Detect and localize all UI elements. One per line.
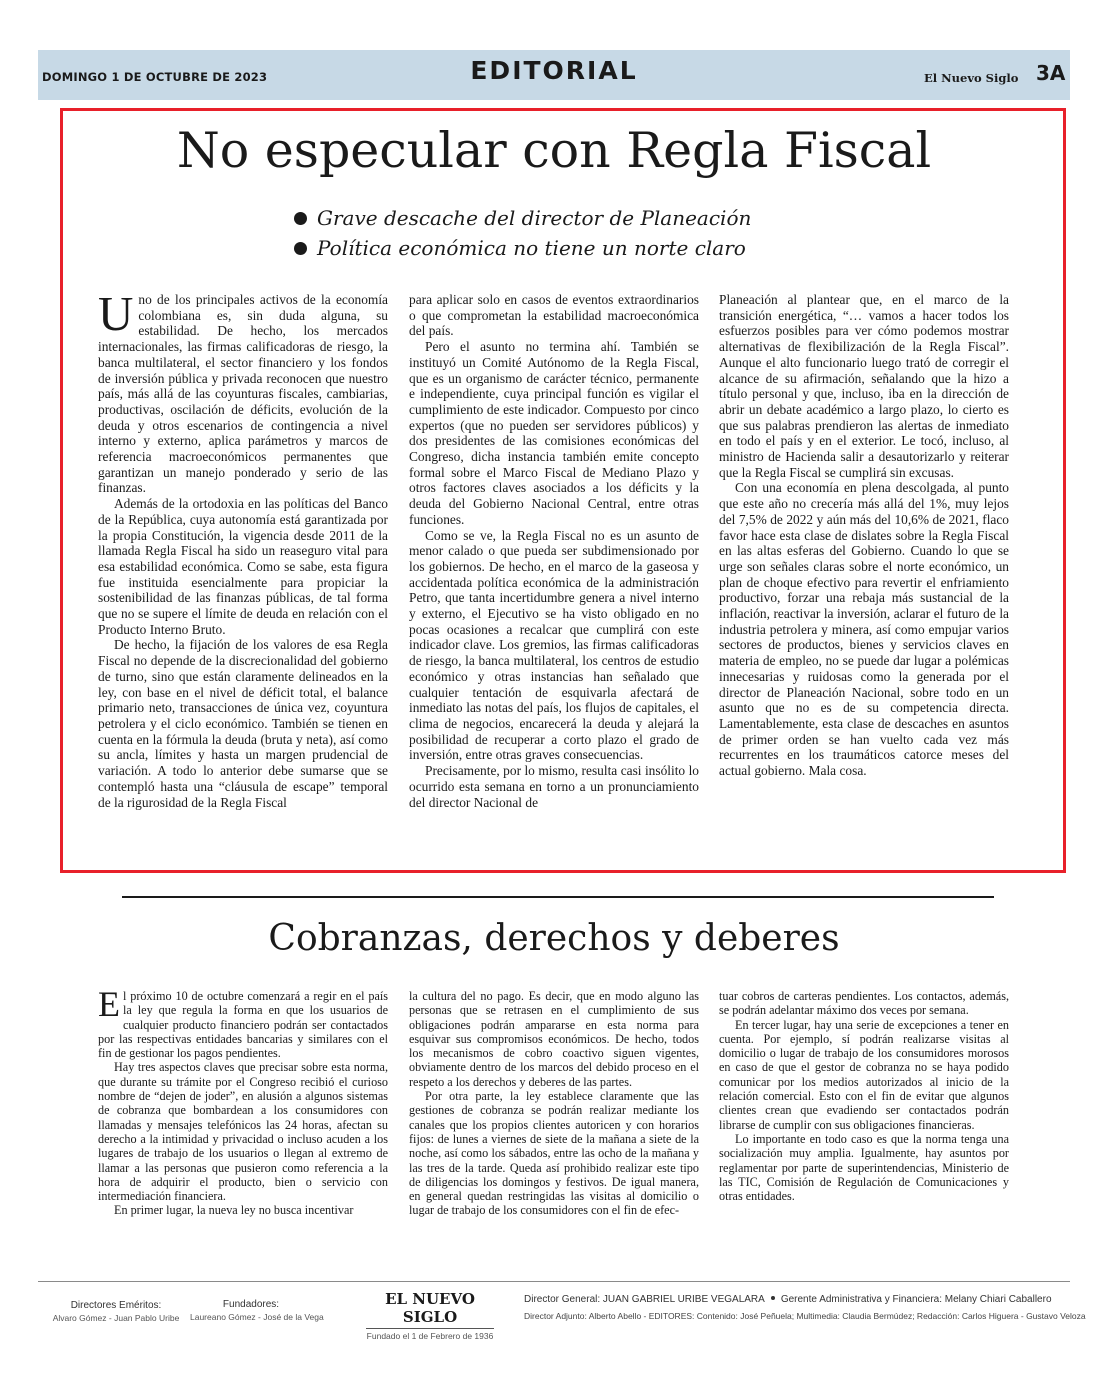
drop-cap: E [98,989,120,1024]
paragraph: Pero el asunto no termina ahí. También se instituyó un Comité Autónomo de la Regla Fiscal, que es un organismo de carácter técnico, permanente e independiente, cuya principal función es vigilar el cumplimiento de este indicador. Compuesto por cinco expertos (que no pueden ser servidores públicos) y dos presidentes de las comisiones económicas del Congreso, dicha instancia también emite concepto formal sobre el Marco Fiscal de Mediano Plazo y otros factores claves asociados a los déficits y la deuda del Gobierno Nacional Central, entre otras funciones. [409,339,699,527]
paragraph: Por otra parte, la ley establece claramente que las gestiones de cobranza se podrán realizar mediante los canales que los propios clientes autoricen y con horarios fijos: de lunes a viernes de siete de la mañana a siete de la noche, así como los sábados, entre las ocho de la mañana y las tres de la tarde. Queda así prohibido realizar este tipo de diligencias los domingos y festivos. De igual manera, en general quedan restringidas las visitas al domicilio o lugar de trabajo de los consumidores con el fin de efec- [409,1089,699,1218]
paragraph: Planeación al plantear que, en el marco de la transición energética, “… vamos a hacer todos los esfuerzos posibles para ver cómo podemos mostrar alternativas de flexibilización de la Regla Fiscal”. Aunque el alto funcionario luego trató de corregir el alcance de su afirmación, señalando que la hizo a título personal y que, incluso, iba en la dirección de abrir un debate académico a largo plazo, lo cierto es que sus palabras prendieron las alertas de inmediato en todo el país y en el exterior. Le tocó, incluso, al ministro de Hacienda salir a desautorizarlo y reiterar que la Regla Fiscal se cumplirá sin excusas. [719,292,1009,480]
paragraph: tuar cobros de carteras pendientes. Los contactos, además, se podrán adelantar máximo dos veces por semana. [719,989,1009,1018]
director-general: Director General: JUAN GABRIEL URIBE VEGALARA [524,1294,765,1305]
founders-label: Fundadores: [222,1299,280,1310]
newspaper-name: El Nuevo Siglo [924,71,1019,85]
editorial-1-summary [294,203,751,263]
section-divider [122,896,994,898]
footer-staff [524,1294,1086,1321]
editorial-1-title: No especular con Regla Fiscal [176,122,932,179]
founders-names: Laureano Gómez - José de la Vega [190,1312,324,1322]
editorial-2-title: Cobranzas, derechos y deberes [268,918,840,959]
editorial-2-column-3 [719,989,1009,1261]
page-number: 3A [1036,61,1066,85]
footer-rule [38,1281,1070,1282]
paragraph: Con una economía en plena descolgada, al punto que este año no crecería más allá del 1%, muy lejos del 7,5% de 2022 y aún más del 10,6% de 2021, flaco favor hace esta clase de dislates sobre la Regla Fiscal en las altas esferas del Gobierno. Cuando lo que se urge son señales claras sobre el norte económico, un plan de choque efectivo para revertir el enfriamiento productivo, forzar una rebaja más sustancial de la inflación, reactivar la inversión, aclarar el futuro de la industria petrolera y minera, así como empujar varios sectores de productos, bienes y servicios claves en materia de empleo, no se puede dar lugar a polémicas innecesarias y ruidosas como la generada por el director de Planeación Nacional, sobre todo en un asunto que no es de su competencia directa. Lamentablemente, esta clase de descaches en asuntos de primer orden se han vuelto cada vez más recurrentes en los traumáticos catorce meses del actual gobierno. Mala cosa. [719,480,1009,779]
paragraph: Como se ve, la Regla Fiscal no es un asunto de menor calado o que pueda ser subdimensionado por los gobiernos. De hecho, en el marco de la gaseosa y accidentada política económica de la administración Petro, que tanta incertidumbre genera a nivel interno y externo, el Ejecutivo se ha visto obligado en no pocas ocasiones a recalcar que cumplirá con este indicador clave. Los gremios, las firmas calificadoras de riesgo, la banca multilateral, los centros de estudio económico y otras instancias han señalado que cualquier tentación de esquivarla afectará de inmediato las notas del país, los flujos de capitales, el clima de negocios, encarecerá la deuda y alejará la posibilidad de recuperar a corto plazo el grado de inversión, entre otras graves consecuencias. [409,527,699,763]
paragraph: Hay tres aspectos claves que precisar sobre esta norma, que durante su trámite por el Congreso recibió el curioso nombre de “dejen de joder”, en alusión a algunos sistemas de cobranza que bombardean a los consumidores con llamadas y mensajes telefónicos las 24 horas, afectan su derecho a la intimidad y privacidad o incluso acuden a los lugares de trabajo de los usuarios o llegan al extremo de llamar a las personas que pusieron como referencia a la hora de adquirir el producto, bien o servicio con intermediación financiera. [98,1060,388,1204]
editorial-2-column-2 [409,989,699,1261]
founded-date: Fundado el 1 de Febrero de 1936 [366,1328,494,1341]
footer-brand: EL NUEVO SIGLO [385,1290,475,1326]
paragraph: En primer lugar, la nueva ley no busca incentivar [114,1203,354,1218]
emeritus-names: Alvaro Gómez - Juan Pablo Uribe [52,1313,180,1323]
summary-bullet: Grave descache del director de Planeación [294,203,751,233]
paragraph: Precisamente, por lo mismo, resulta casi insólito lo ocurrido esta semana en torno a un pronunciamiento del director Nacional de [409,763,699,810]
emeritus-label: Directores Eméritos: [70,1300,162,1311]
paragraph: Lo importante en todo caso es que la norma tenga una socialización muy amplia. Igualmente, hay asuntos por reglamentar por parte de superintendencias, Ministerio de las TIC, Comisión de Regulación de Comunicaciones y otras entidades. [719,1131,1009,1204]
section-title: EDITORIAL [470,56,638,85]
paragraph: El próximo 10 de octubre comenzará a regir en el país la ley que regula la forma en que los usuarios de cualquier producto financiero podrán ser contactados por las respectivas entidades bancarias y similares con el fin de gestionar los pagos pendientes. [98,989,388,1061]
footer-founders [190,1299,324,1322]
paragraph: la cultura del no pago. Es decir, que en modo alguno las personas que se retrasen en el cumplimiento de sus obligaciones podrán ampararse en esta norma para esquivar sus compromisos económicos. De hecho, todos los mecanismos de cobro coactivo siguen vigentes, obviamente dentro de los marcos del debido proceso en el respeto a los derechos y deberes de las partes. [409,989,699,1089]
header-date: DOMINGO 1 DE OCTUBRE DE 2023 [42,70,268,84]
bullet-dot-icon [771,1296,775,1300]
paragraph: Además de la ortodoxia en las políticas del Banco de la República, cuya autonomía está garantizada por la propia Constitución, la vigencia desde 2011 de la llamada Regla Fiscal ha sido un reaseguro vital para esa estabilidad económica. Como se sabe, esta figura fue instituida esencialmente para propiciar la sostenibilidad de las finanzas públicas, de tal forma que no se supere el límite de deuda en relación con el Producto Interno Bruto. [98,496,388,637]
editorial-2-column-1 [98,989,388,1261]
general-manager: Gerente Administrativa y Financiera: Melany Chiari Caballero [780,1294,1052,1305]
paragraph: De hecho, la fijación de los valores de esa Regla Fiscal no depende de la discrecionalidad del gobierno de turno, sino que están claramente delineados en la ley, con base en el nivel de déficit total, el balance primario neto, transacciones de única vez, coyuntura petrolera y el ciclo económico. También se tienen en cuenta en la fórmula la deuda (bruta y neta), así como su ancla, límites y hasta un margen prudencial de variación. A todo lo anterior debe sumarse que se contempló hasta una “cláusula de escape” temporal de la rigurosidad de la Regla Fiscal [98,637,388,810]
editorial-1-column-3 [719,292,1009,862]
paragraph: Uno de los principales activos de la economía colombiana es, sin duda alguna, su estabilidad. De hecho, los mercados internacionales, las firmas calificadoras de riesgo, la banca multilateral, el sector financiero y los fondos de inversión pública y privada reconocen que nuestro país, más allá de las coyunturas fiscales, cambiarias, productivas, oscilación de déficits, evolución de la deuda y otros escenarios de contingencia a nivel interno y externo, aplica parámetros y marcos de referencia macroeconómicos permanentes que garantizan un manejo ponderado y serio de las finanzas. [98,292,388,496]
footer-emeritus [50,1300,182,1323]
editorial-1-column-2 [409,292,699,862]
staff-credits: Director Adjunto: Alberto Abello - EDITORES: Contenido: José Peñuela; Multimedia: Claudia Bermúdez; Redacción: Carlos Higuera - Gustavo Veloza [524,1311,1086,1321]
paragraph: para aplicar solo en casos de eventos extraordinarios o que comprometan la estabilidad macroeconómica del país. [409,292,699,339]
drop-cap: U [98,292,134,341]
footer-directors [524,1294,1086,1305]
paragraph: En tercer lugar, hay una serie de excepciones a tener en cuenta. Por ejemplo, sí podrán realizarse visitas al domicilio o lugar de trabajo de los consumidores morosos en caso de que el gestor de cobranza no se haya podido comunicar por los medios autorizados al inicio de la relación comercial. Esto con el fin de evitar que algunos clientes crean que evadiendo ser contactados podrán librarse de cumplir con sus obligaciones financieras. [719,1017,1009,1132]
summary-bullet: Política económica no tiene un norte claro [294,233,751,263]
footer-logo [366,1290,494,1341]
editorial-1-column-1 [98,292,388,862]
